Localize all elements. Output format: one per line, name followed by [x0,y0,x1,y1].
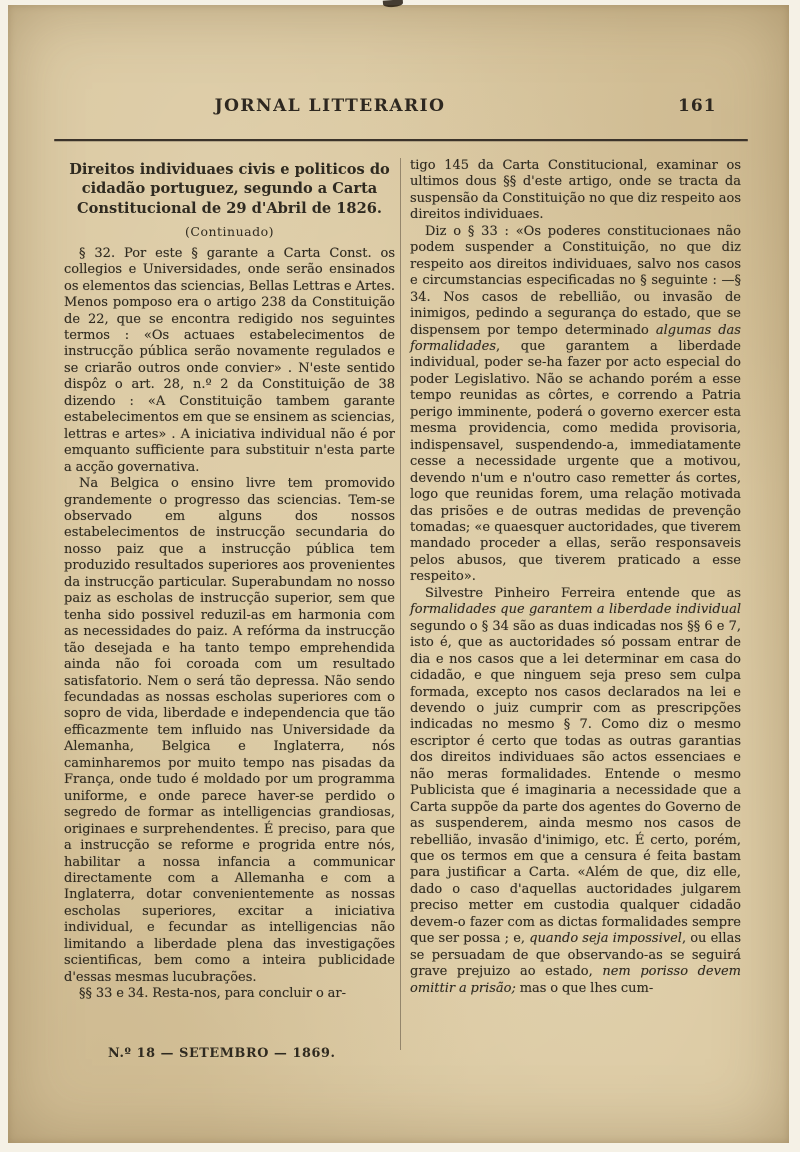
text-segment: nem porisso devem omittir a prisão; [410,964,741,996]
text-segment: quando seja impossivel [529,931,682,947]
paragraph [410,224,741,586]
article-body [64,158,742,1003]
paragraph [64,986,395,1002]
footer-issue-line: N.º 18 — SETEMBRO — 1869. [108,1046,336,1061]
right-column-text [410,158,741,997]
article-title: Direitos individuaes civis e politicos do cidadão portuguez, segundo a Carta Constitucional de 29 d'Abril de 1826. [69,161,390,217]
right-column [410,158,741,1003]
left-column-text [64,246,395,1003]
text-segment: algumas das formalidades [410,322,741,354]
text-segment: , que garantem a liberdade individual, poder se-ha fazer por acto especial do poder Legislativo. Não se achando porém a esse tempo reunidas as côrtes, e correndo a Patria perigo imminente, poderá o governo exercer esta mesma providencia, como medida provisoria, indispensavel, suspendendo-a, immediatamente cesse a necessidade urgente que a motivou, devendo n'um e n'outro caso remetter ás cortes, logo que reunidas forem, uma relação motivada das prisões e de outras medidas de prevenção tomadas; «e quaesquer auctoridades, que tiverem mandado proceder a ellas, serão responsaveis pelos abusos, que tiverem praticado a esse respeito». [410,338,741,585]
text-segment: Silvestre Pinheiro Ferreira entende que as [425,585,741,601]
text-segment: Diz o § 33 : «Os poderes constitucionaes não podem suspender a Constituição, no que diz respeito aos direitos individuaes, salvo nos casos e circumstancias especificadas no § seguinte : —§ 34. Nos casos de rebellião, ou invasão de inimigos, pedindo a segurança do estado, que se dispensem por tempo determinado [410,223,741,338]
text-segment: § 32. Por este § garante a Carta Const. os collegios e Universidades, onde serão ensinados os elementos das sciencias, Bellas Lettras e Artes. Menos pomposo era o artigo 238 da Constituição de 22, que se encontra redigido nos seguintes termos : «Os actuaes estabelecimentos de instrucção pública serão novamente regulados e se criarão outros onde convier» . N'este sentido dispôz o art. 28, n.º 2 da Constituição de 38 dizendo : «A Constituição tambem garante estabelecimentos em que se ensinem as sciencias, lettras e artes» . A iniciativa individual não é por emquanto sufficiente para substituir n'esta parte a acção governativa. [64,245,395,475]
header-rule [54,139,748,141]
left-column [64,158,395,1003]
paragraph [64,476,395,986]
text-segment: Na Belgica o ensino livre tem promovido grandemente o progresso das sciencias. Tem-se observado em alguns dos nossos estabelecimentos de instrucção secundaria do nosso paiz que a instrucção pública tem produzido resultados superiores aos provenientes da instrucção particular. Superabundam no nosso paiz as escholas de instrucção superior, sem que tenha sido possivel reduzil-as em harmonia com as necessidades do paiz. A refórma da instrucção tão desejada e ha tanto tempo emprehendida ainda não foi coroada com um resultado satisfatorio. Nem o será tão depressa. Não sendo fecundadas as nossas escholas superiores com o sopro de vida, liberdade e independencia que tão efficazmente tem influido nas Universidade da Alemanha, Belgica e Inglaterra, nós caminharemos por muito tempo nas pisadas da França, onde tudo é moldado por um programma uniforme, e onde parece haver-se perdido o segredo de formar as intelligencias grandiosas, originaes e surprehendentes. É preciso, para que a instrucção se reforme e progrida entre nós, habilitar a nossa infancia a communicar directamente com a Allemanha e com a Inglaterra, dotar convenientemente as nossas escholas superiores, excitar a iniciativa individual, e fecundar as intelligencias não limitando a liberdade plena das investigações scientificas, bem como a inteira publicidade d'essas mesmas lucubrações. [64,476,395,985]
page-number: 161 [678,96,717,116]
text-segment: formalidades que garantem a liberdade individual [410,602,741,618]
text-segment: segundo o § 34 são as duas indicadas nos §§ 6 e 7, isto é, que as auctoridades só possam entrar de dia e nos casos que a lei determinar em casa do cidadão, e que ninguem seja preso sem culpa formada, excepto nos casos declarados na lei e devendo o juiz cumprir com as prescripções indicadas no mesmo § 7. Como diz o mesmo escriptor é certo que todas as outras garantias dos direitos individuaes são actos essenciaes e não meras formalidades. Entende o mesmo Publicista que é imaginaria a necessidade que a Carta suppõe da parte dos agentes do Governo de as suspenderem, ainda mesmo nos casos de rebellião, invasão d'inimigo, etc. É certo, porém, que os termos em que a censura é feita bastam para justificar a Carta. «Além de que, diz elle, dado o caso d'aquellas auctoridades julgarem preciso metter em custodia qualquer cidadão devem-o fazer com as dictas formalidades sempre que ser possa ; e, [410,618,741,947]
paragraph [64,246,395,476]
journal-title: JORNAL LITTERARIO [214,96,446,116]
paragraph [410,586,741,997]
continued-label: (Continuado) [185,223,274,239]
text-segment: §§ 33 e 34. Resta-nos, para concluir o ar- [79,986,346,1002]
paragraph [410,158,741,224]
page-header [0,96,800,126]
text-segment: , ou ellas se persuadam de que observando-as se seguirá grave prejuizo ao estado, [410,931,742,980]
text-segment: tigo 145 da Carta Constitucional, examinar os ultimos dous §§ d'este artigo, onde se tracta da suspensão da Constituição no que diz respeito aos direitos individuaes. [410,158,741,223]
text-segment: mas o que lhes cum- [515,980,654,996]
